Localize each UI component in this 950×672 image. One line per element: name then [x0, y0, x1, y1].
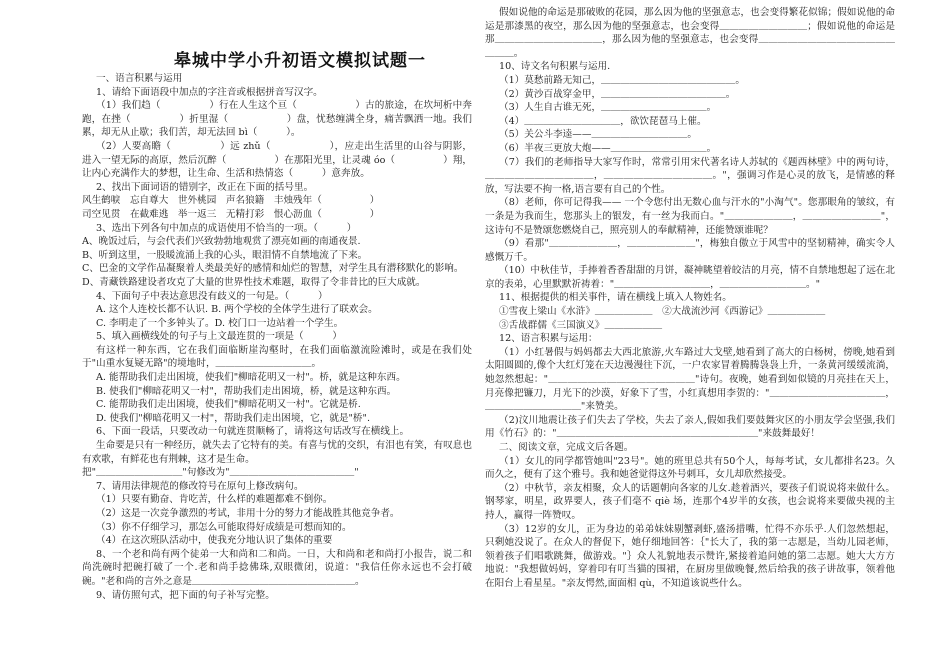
q7-sentence-4: （4）在这次班队活动中，使我充分地认识了集体的重要	[96, 535, 333, 547]
q9-passage: 假如说他的命运是那破败的花园，那么因为他的坚强意志，也会变得繁花似锦；假如说他的命运是那漆黑的夜空，那么因为他的坚强意志，也会变得＿＿＿＿＿＿＿＿＿；假如说他的命运是那＿＿＿＿＿＿＿＿＿＿＿，那么因为他的坚强意志，也会变得＿＿＿＿＿＿＿＿＿＿＿＿＿＿＿＿＿。	[485, 7, 895, 59]
q7-sentence-2: （2）这是一次竞争激烈的考试，非用十分的努力才能战胜其他竞争者。	[96, 508, 400, 519]
q12-item-2: （2)汶川地震让孩子们失去了学校，失去了亲人,假如我们要鼓舞灾区的小朋友学会坚强,我们用《竹石》的："＿＿＿＿＿＿＿＿＿＿＿＿＿＿＿＿＿＿＿＿＿"来鼓舞最好！	[485, 414, 895, 440]
q4-options-cd: C. 李明走了一个多钟头了。D. 校门口一边站着一个学生。	[96, 317, 344, 329]
question-9: 9、请仿照句式，把下面的句子补写完整。	[96, 589, 275, 601]
q10-item-6: （6）半夜三更放大炮——＿＿＿＿＿＿＿＿＿＿。	[499, 142, 717, 154]
question-8: 8、一个老和尚有两个徒弟一大和尚和二和尚。一日，大和尚和老和尚打小报告，说二和尚洗碗时把碗打破了一个.老和尚手捻佛珠,双眼微闭，说道："我信任你永远也不会打破碗。"老和尚的言外之意是＿＿＿＿＿＿＿＿＿＿＿＿＿＿＿＿＿。	[82, 548, 472, 587]
question-4: 4、下面句子中表达意思没有歧义的一句是。（ ）	[96, 290, 328, 302]
question-1-part-2: （2）人要高瞻（ ）远 zhǔ（ ），应走出生活里的山谷与阴影，进入一望无际的高原，然后沉醉（ ）在那阳光里，让灵魂 óo（ ）翔，让内心充满作大的梦想，让生命、生活和热情恣（ ）意奔放。	[82, 140, 472, 180]
question-1: 1、请给下面语段中加点的字注音或根据拼音写汉字。	[96, 86, 323, 98]
question-1-part-1: （1）我们趋（ ）行在人生这个亘（ ）古的旅途，在坎坷析中奔跑，在挫（ ）折里湿（ ）盘，忧愁缠满全身，痛苦飘洒一地。我们累，却无从止歇；我们苦，却无法回 bì（ ）。	[82, 100, 472, 139]
q10-item-7: （7）我们的老师指导大家写作时，常常引用宋代著名诗人苏轼的《题西林壁》中的两句诗，＿＿＿＿＿＿＿＿＿＿＿，＿＿＿＿＿＿＿＿＿＿＿。"，强调习作是心灵的放飞，是情感的释放，写法要不拘一格,语言要有自己的个性。	[485, 156, 895, 195]
question-7: 7、请用法律规范的修改符号在原句上修改病句。	[96, 480, 304, 492]
question-10: 10、诗文名句积累与运用.	[499, 61, 611, 73]
q10-item-3: （3）人生自古谁无死，＿＿＿＿＿＿＿＿＿＿＿。	[499, 102, 717, 114]
q7-sentence-3: （3）你不仔细学习，那怎么可能取得好成绩是可想而知的。	[96, 521, 352, 533]
question-6: 6、下面一段话，只要改动一句就连贯顺畅了，请将这句话改写在横线上。	[96, 426, 410, 438]
question-12: 12、语言积累与运用：	[499, 333, 598, 345]
right-column	[485, 6, 895, 591]
q5-option-d: D. 使我们"柳暗花明又一村"，帮助我们走出困境，它，就是"桥".	[96, 412, 370, 424]
q5-option-a: A. 能帮助我们走出困境，使我们"柳暗花明又一村"。桥，就是这种东西。	[96, 372, 406, 384]
q11-items-1-2: ①雪夜上梁山《水浒》＿＿＿＿＿＿ ②大战流沙河《西游记》＿＿＿＿＿＿	[499, 306, 826, 318]
section-heading: 一、语言积累与运用	[96, 73, 183, 84]
q3-option-c: C、巴金的文学作品凝聚着人类最美好的感情和灿烂的智慧，对学生具有潜移默化的影响。	[82, 263, 464, 275]
q3-option-d: D、青藏铁路建设者攻克了大量的世界性技术难题，取得了令非昔比的巨大成就。	[82, 276, 426, 288]
question-5: 5、填入画横线处的句子与上文最连贯的一项是（ ）	[96, 331, 342, 343]
q6-passage: 生命要是只有一种经历，就失去了它特有的美。有喜与忧的交织，有泪也有笑，有叹息也有欢歌，有鲜花也有荆棘，这才是生命。	[82, 440, 472, 465]
q3-option-b: B、听到这里，一股暖流涌上我的心头，眼泪情不自禁地流了下来。	[82, 249, 368, 261]
q10-item-4: （4）＿＿＿＿＿＿＿＿＿＿，欲饮琵琶马上催。	[499, 115, 707, 127]
q10-item-2: （2）黄沙百战穿金甲，＿＿＿＿＿＿＿＿＿＿＿＿＿。	[499, 88, 736, 100]
q10-item-8: （8）老师，你可记得我—— 一个令您付出无数心血与汗水的"小淘气"。您那眼角的皱纹，有一条是为我而生，您那头上的银发，有一丝为我而白。"＿＿＿＿＿＿＿，＿＿＿＿＿＿＿＿"，这诗句不是赞颂您燃烧自己，照亮别人的奉献精神，还能赞颂谁呢？	[485, 197, 895, 236]
q5-option-b: B. 使我们"柳暗花明又一村"，帮助我们走出困境，桥，就是这种东西。	[96, 385, 397, 397]
reading-para-2: （2）中秋节，亲友相聚，众人的话题朝向各家的儿女.趁着酒兴，要孩子们说说将来做什么。钢琴家，明星，政界要人，孩子们毫不 qiè 场，连那个4岁半的女孩，也会说将来要做央视的主持人，赢得一阵赞叹。	[485, 482, 895, 521]
q11-item-3: ③舌战群儒《三国演义》＿＿＿＿＿＿	[499, 319, 663, 331]
q3-option-a: A、晚饭过后，与会代表们兴致勃勃地观赏了漂亮如画的南通夜景.	[82, 236, 361, 248]
q10-item-1: （1）莫愁前路无知己，＿＿＿＿＿＿＿＿＿＿＿＿＿＿。	[499, 74, 745, 86]
q5-option-c: C. 能帮助我们走出困境，使我们"柳暗花明又一村"。它就是桥.	[96, 399, 361, 411]
q6-answer-line: 把"＿＿＿＿＿＿＿＿＿"句修改为"＿＿＿＿＿＿＿＿＿＿＿＿＿"	[82, 467, 359, 479]
question-11: 11、根据提供的相关事件，请在横线上填入人物姓名。	[499, 292, 732, 304]
q4-options-ab: A. 这个人连校长都不认识. B. 两个学校的全体学生进行了联欢会。	[96, 304, 378, 316]
exam-title: 皋城中学小升初语文模拟试题一	[174, 51, 426, 71]
q10-item-10: （10）中秋佳节，手捧着香香甜甜的月饼，凝神眺望着皎洁的月亮，情不自禁地想起了远在北京的表弟，心里默默祈祷着："＿＿＿＿＿＿＿＿＿＿，＿＿＿＿＿＿＿＿＿。"	[485, 265, 895, 290]
q7-sentence-1: （1）只要有勤奋、肯吃苦，什么样的难题都难不倒你。	[96, 494, 333, 506]
q5-passage: 有这样一种东西，它在我们面临断崖沟壑时，在我们面临激流险滩时，或是在我们处于"山重水复疑无路"的境地时，＿＿＿＿＿＿＿＿＿＿。	[82, 344, 472, 370]
question-3: 3、选出下列各句中加点的成语使用不恰当的一项。（ ）	[96, 222, 357, 234]
question-2-row-2: 司空见贯 在截难逃 举一返三 无精打彩 恨心沥血（ ）	[82, 208, 380, 220]
q12-item-1: （1）小红暑假与妈妈都去大西北旅游,火车路过大戈壁,她看到了高大的白杨树，傍晚,她看到太阳圆圆的,像个大红灯笼在天边漫漫往下沉，一户农家冒着腾腾袅袅上升，一条黄河缓缓流淌，她忽然想起："＿＿＿＿＿＿＿＿＿＿＿＿＿＿＿"诗句。夜晚，她看到如似镜的月亮挂在天上，月亮像把镰刀，月光下的沙漠，好象下了雪，小红真想用李贺的："＿＿＿＿＿＿＿＿＿＿＿＿，＿＿＿＿＿＿＿＿＿＿"来赞美。	[485, 346, 895, 413]
reading-para-3: （3）12岁的女儿，正为身边的弟弟妹妹剔蟹剥虾,盛汤措嘴，忙得不亦乐乎.人们忽然想起，只剩她没说了。在众人的督促下，她仔细地回答：｛"长大了，我的第一志愿是，当幼儿园老师，领着孩子们唱歌跳舞，做游戏。"｝众人礼貌地表示赞许,紧接着追问她的第二志愿。她大大方方地说："我想做妈妈，穿着印有叮当猫的围裙，在厨房里做晚餐,然后给我的孩子讲故事，领着他在阳台上看星星。"亲友愕然,面面相 qù，不知道该说些什么。	[485, 523, 895, 589]
question-2-row-1: 风生鹤唳 忘自尊大 世外桃园 声名狼籍 丰烛残年（ ）	[82, 195, 380, 207]
reading-para-1: （1）女儿的同学都管她叫"23号"。她的班里总共有50个人，每每考试，女儿都排名23。久而久之，便有了这个雅号。我和她爸觉得这外号刺耳，女儿却欣然接受。	[485, 455, 895, 481]
q10-item-5: （5）关公斗李逵——＿＿＿＿＿＿＿＿＿＿。	[499, 129, 697, 141]
left-column	[82, 72, 472, 602]
reading-heading: 二、阅读文章，完成文后各题。	[499, 442, 634, 453]
question-2: 2、找出下面词语的错别字，改正在下面的括号里。	[96, 181, 314, 193]
q10-item-9: （9）看那"＿＿＿＿＿＿＿，＿＿＿＿＿＿＿"，梅独自傲立于风雪中的坚韧精神，确实令人感慨万千。	[485, 238, 895, 263]
